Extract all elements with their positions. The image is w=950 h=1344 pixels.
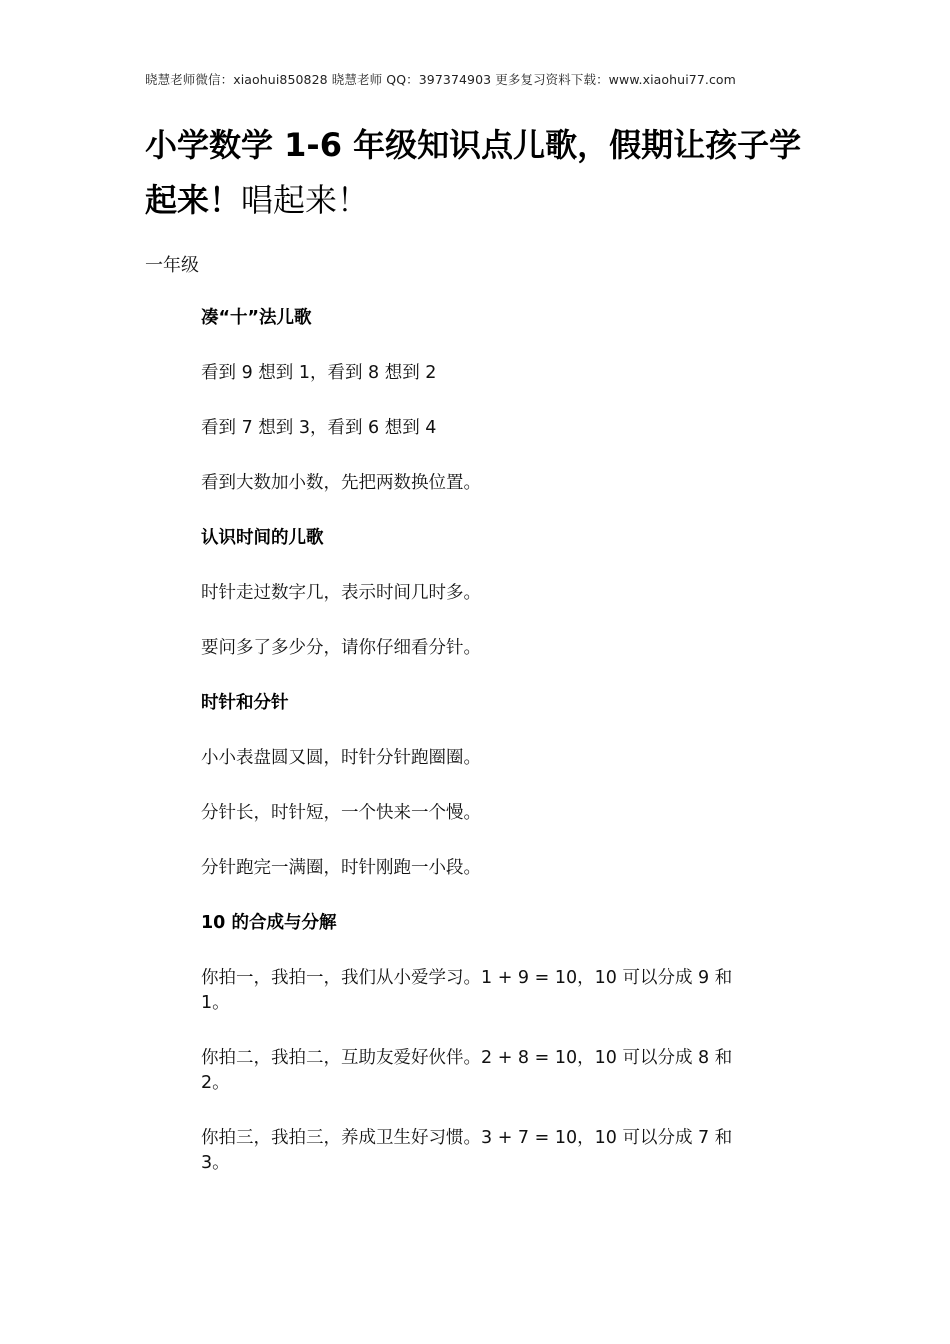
paragraph: 小小表盘圆又圆，时针分针跑圈圈。 (201, 748, 481, 768)
paragraph: 你拍一，我拍一，我们从小爱学习。1 + 9 = 10，10 可以分成 9 和 1。 (201, 968, 733, 1013)
subsection-heading-clock-hands: 时针和分针 (201, 693, 289, 713)
paragraph: 时针走过数字几，表示时间几时多。 (201, 583, 481, 603)
section-grade-label: 一年级 (145, 255, 199, 276)
paragraph: 看到大数加小数，先把两数换位置。 (201, 473, 481, 493)
document-title-main: 小学数学 1-6 年级知识点儿歌，假期让孩子学起来！ (145, 126, 802, 219)
document-title-tail: 唱起来！ (241, 181, 370, 219)
document-title (145, 118, 805, 228)
paragraph: 你拍二，我拍二，互助友爱好伙伴。2 + 8 = 10，10 可以分成 8 和 2。 (201, 1048, 733, 1093)
paragraph: 看到 9 想到 1，看到 8 想到 2 (201, 363, 437, 383)
paragraph: 看到 7 想到 3，看到 6 想到 4 (201, 418, 437, 438)
paragraph: 要问多了多少分，请你仔细看分针。 (201, 638, 481, 658)
subsection-heading-make-ten: 凑“十”法儿歌 (201, 308, 312, 328)
page-header-contact: 晓慧老师微信：xiaohui850828 晓慧老师 QQ：397374903 更多复习资料下载：www.xiaohui77.com (145, 72, 736, 87)
paragraph: 分针跑完一满圈，时针刚跑一小段。 (201, 858, 481, 878)
subsection-heading-telling-time: 认识时间的儿歌 (201, 528, 324, 548)
paragraph: 你拍三，我拍三，养成卫生好习惯。3 + 7 = 10，10 可以分成 7 和 3。 (201, 1128, 733, 1173)
paragraph: 分针长，时针短，一个快来一个慢。 (201, 803, 481, 823)
subsection-heading-ten-decomposition: 10 的合成与分解 (201, 913, 337, 933)
